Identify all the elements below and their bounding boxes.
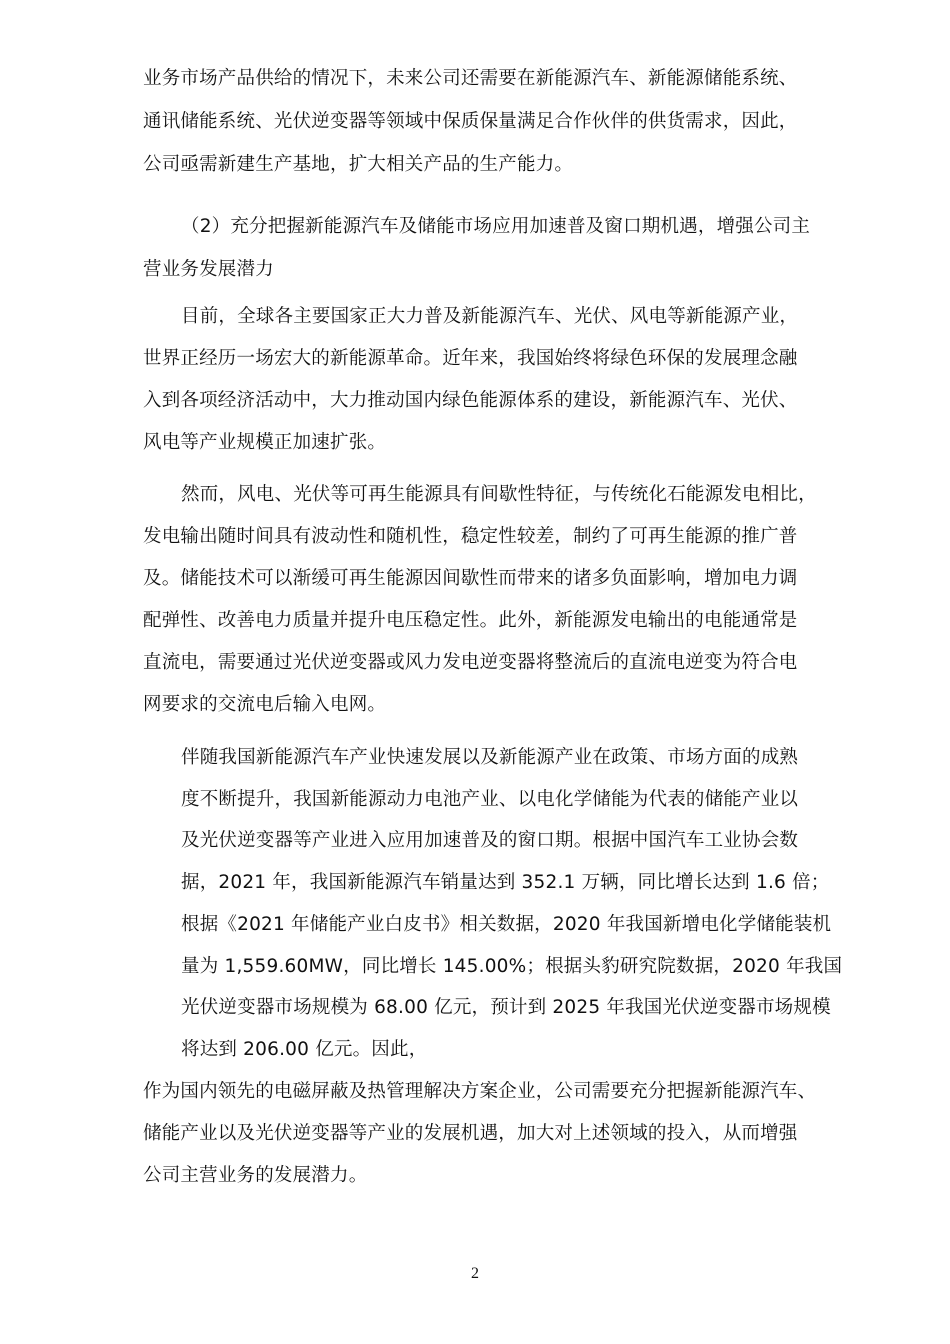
paragraph-line: 量为 1,559.60MW，同比增长 145.00%；根据头豹研究院数据，2020 年我国: [181, 956, 843, 977]
page-number: 2: [471, 1265, 479, 1282]
paragraph-line: 作为国内领先的电磁屏蔽及热管理解决方案企业，公司需要充分把握新能源汽车、: [143, 1081, 817, 1102]
paragraph-line: 然而，风电、光伏等可再生能源具有间歇性特征，与传统化石能源发电相比，: [181, 484, 817, 505]
paragraph-line: 公司亟需新建生产基地，扩大相关产品的生产能力。: [143, 154, 574, 175]
paragraph-line: 度不断提升，我国新能源动力电池产业、以电化学储能为代表的储能产业以: [181, 789, 799, 810]
paragraph-line: 目前，全球各主要国家正大力普及新能源汽车、光伏、风电等新能源产业，: [181, 306, 799, 327]
paragraph-line: 根据《2021 年储能产业白皮书》相关数据，2020 年我国新增电化学储能装机: [181, 914, 832, 935]
paragraph-line: 公司主营业务的发展潜力。: [143, 1165, 368, 1186]
paragraph-line: 据，2021 年，我国新能源汽车销量达到 352.1 万辆，同比增长达到 1.6 倍；: [181, 872, 830, 893]
paragraph-line: 业务市场产品供给的情况下，未来公司还需要在新能源汽车、新能源储能系统、: [143, 68, 798, 89]
paragraph-line: 通讯储能系统、光伏逆变器等领域中保质保量满足合作伙伴的供货需求，因此，: [143, 111, 798, 132]
section-heading: 营业务发展潜力: [143, 259, 274, 280]
paragraph-line: 世界正经历一场宏大的新能源革命。近年来，我国始终将绿色环保的发展理念融: [143, 348, 798, 369]
paragraph-line: 直流电，需要通过光伏逆变器或风力发电逆变器将整流后的直流电逆变为符合电: [143, 652, 798, 673]
paragraph-line: 风电等产业规模正加速扩张。: [143, 432, 387, 453]
paragraph-line: 伴随我国新能源汽车产业快速发展以及新能源产业在政策、市场方面的成熟: [181, 747, 799, 768]
paragraph-line: 将达到 206.00 亿元。因此，: [181, 1039, 428, 1060]
paragraph-line: 配弹性、改善电力质量并提升电压稳定性。此外，新能源发电输出的电能通常是: [143, 610, 798, 631]
paragraph-line: 入到各项经济活动中，大力推动国内绿色能源体系的建设，新能源汽车、光伏、: [143, 390, 798, 411]
paragraph-line: 光伏逆变器市场规模为 68.00 亿元，预计到 2025 年我国光伏逆变器市场规模: [181, 997, 831, 1018]
paragraph-line: 网要求的交流电后输入电网。: [143, 694, 387, 715]
paragraph-line: 发电输出随时间具有波动性和随机性，稳定性较差，制约了可再生能源的推广普: [143, 526, 798, 547]
paragraph-line: 储能产业以及光伏逆变器等产业的发展机遇，加大对上述领域的投入，从而增强: [143, 1123, 798, 1144]
paragraph-line: 及。储能技术可以渐缓可再生能源因间歇性而带来的诸多负面影响，增加电力调: [143, 568, 798, 589]
section-heading: （2）充分把握新能源汽车及储能市场应用加速普及窗口期机遇，增强公司主: [181, 216, 811, 237]
paragraph-line: 及光伏逆变器等产业进入应用加速普及的窗口期。根据中国汽车工业协会数: [181, 830, 799, 851]
